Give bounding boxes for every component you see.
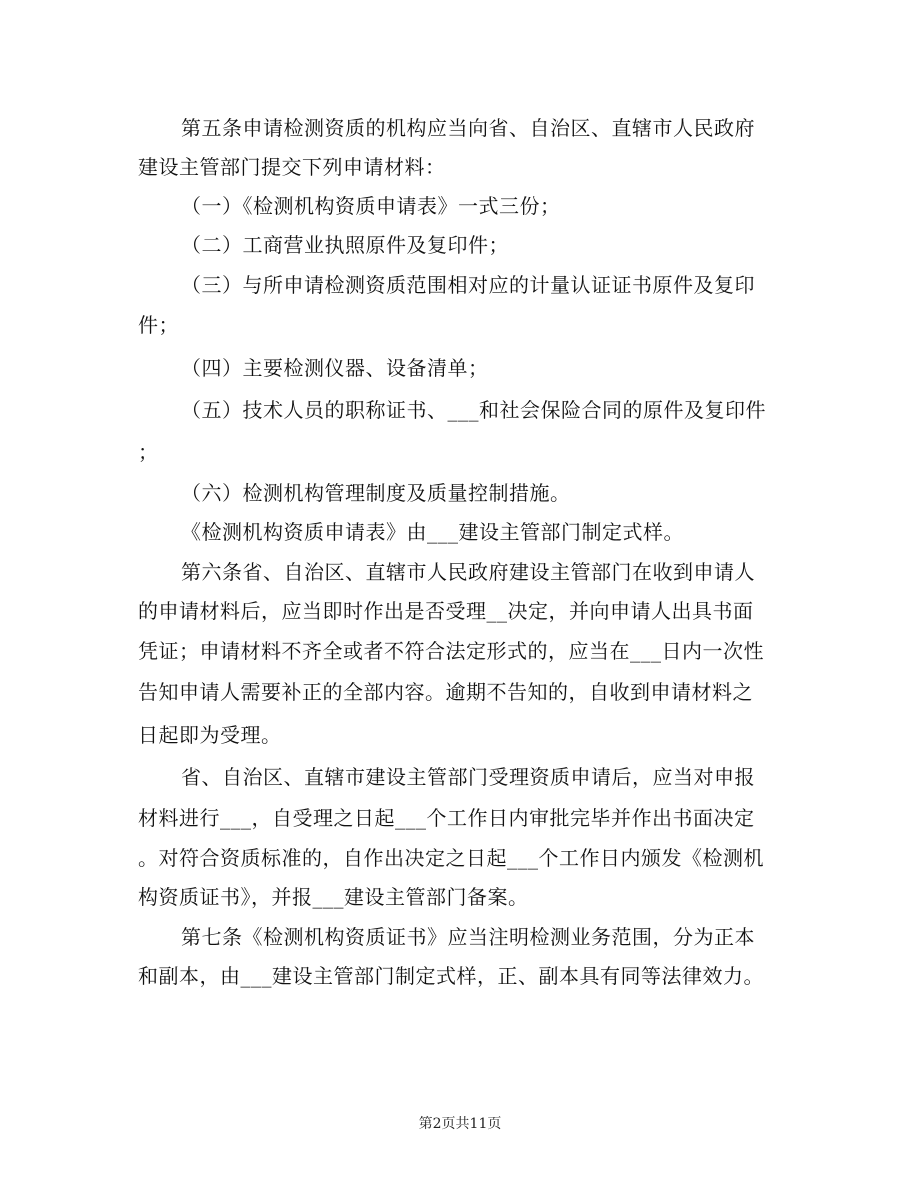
article-6-line-4: 告知申请人需要补正的全部内容。逾期不告知的，自收到申请材料之: [138, 680, 753, 704]
review-line-3: 。对符合资质标准的，自作出决定之日起___个工作日内颁发《检测机: [138, 846, 764, 870]
item-4: （四）主要检测仪器、设备清单；: [181, 356, 489, 380]
application-form-note: 《检测机构资质申请表》由___建设主管部门制定式样。: [181, 520, 684, 544]
item-3-line-2: 件；: [138, 313, 179, 337]
item-2: （二）工商营业执照原件及复印件；: [181, 233, 509, 257]
article-5-line-1: 第五条申请检测资质的机构应当向省、自治区、直辖市人民政府: [181, 116, 755, 140]
page-number: 第2页共11页: [418, 1116, 502, 1132]
item-6: （六）检测机构管理制度及质量控制措施。: [181, 481, 571, 505]
article-6-line-3: 凭证；申请材料不齐全或者不符合法定形式的，应当在___日内一次性: [138, 639, 764, 663]
article-7-line-1: 第七条《检测机构资质证书》应当注明检测业务范围，分为正本: [181, 925, 755, 949]
review-line-4: 构资质证书》，并报___建设主管部门备案。: [138, 885, 529, 909]
article-5-line-2: 建设主管部门提交下列申请材料：: [138, 155, 446, 179]
review-line-1: 省、自治区、直辖市建设主管部门受理资质申请后，应当对申报: [181, 765, 755, 789]
item-1: （一）《检测机构资质申请表》一式三份；: [181, 194, 561, 218]
article-7-line-2: 和副本，由___建设主管部门制定式样，正、副本具有同等法律效力。: [138, 964, 764, 988]
review-line-2: 材料进行___，自受理之日起___个工作日内审批完毕并作出书面决定: [138, 806, 755, 830]
item-3-line-1: （三）与所申请检测资质范围相对应的计量认证证书原件及复印: [181, 273, 755, 297]
article-6-line-2: 的申请材料后，应当即时作出是否受理__决定，并向申请人出具书面: [138, 599, 754, 623]
article-6-line-1: 第六条省、自治区、直辖市人民政府建设主管部门在收到申请人: [181, 560, 755, 584]
item-5-line-2: ；: [138, 440, 159, 464]
item-5-line-1: （五）技术人员的职称证书、___和社会保险合同的原件及复印件: [181, 398, 766, 422]
article-6-line-5: 日起即为受理。: [138, 723, 282, 747]
